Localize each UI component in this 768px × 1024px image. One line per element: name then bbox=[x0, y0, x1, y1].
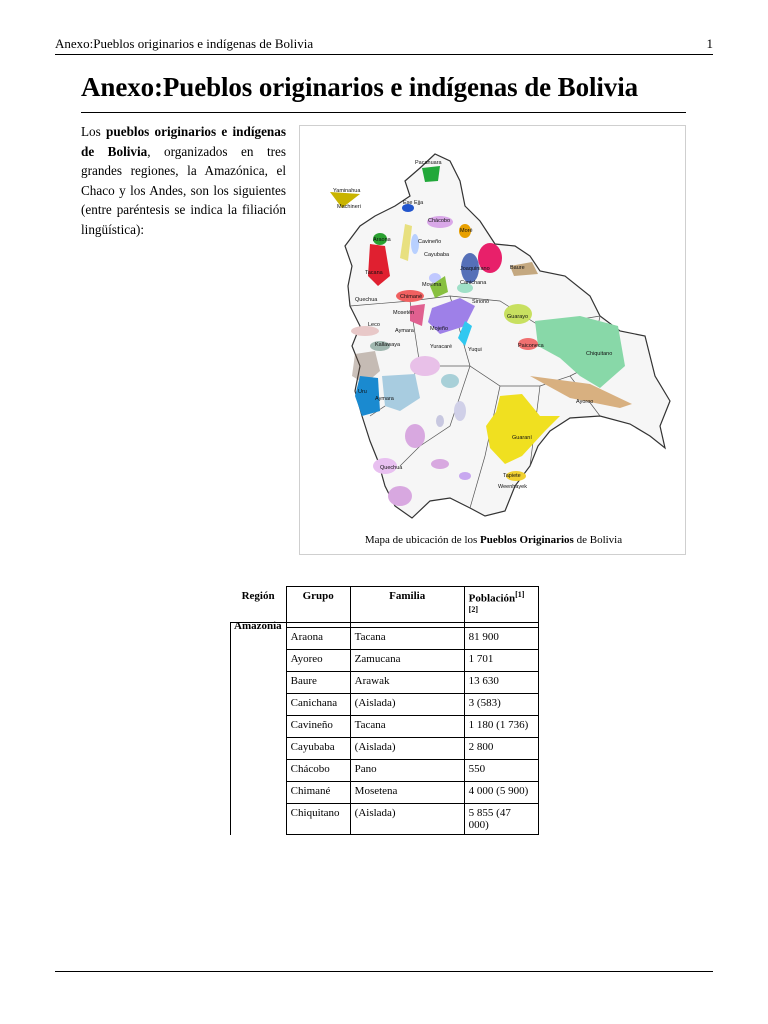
table-row bbox=[231, 628, 539, 650]
header-family: Familia bbox=[350, 587, 464, 623]
svg-text:Movima: Movima bbox=[422, 282, 442, 288]
title-rule bbox=[81, 112, 686, 113]
bolivia-map[interactable] bbox=[300, 126, 687, 526]
svg-text:Guarayo: Guarayo bbox=[507, 314, 529, 320]
population-cell: 13 630 bbox=[464, 672, 538, 694]
family-cell: (Aislada) bbox=[350, 738, 464, 760]
population-cell: 550 bbox=[464, 760, 538, 782]
running-title: Anexo:Pueblos originarios e indígenas de Bolivia bbox=[55, 36, 314, 51]
family-cell: Arawak bbox=[350, 672, 464, 694]
group-cell[interactable]: Ayoreo bbox=[286, 650, 350, 672]
svg-text:Cavineño: Cavineño bbox=[418, 239, 442, 245]
svg-text:Araona: Araona bbox=[373, 237, 391, 243]
family-cell: (Aislada) bbox=[350, 804, 464, 835]
svg-text:Paiconeca: Paiconeca bbox=[518, 343, 544, 349]
population-cell: 2 800 bbox=[464, 738, 538, 760]
header-population bbox=[464, 587, 538, 623]
svg-text:Chimané: Chimané bbox=[400, 294, 423, 300]
table-body bbox=[231, 619, 539, 835]
map-figure bbox=[299, 125, 686, 555]
intro-bold-link[interactable]: pueblos originarios e indígenas de Bolivia bbox=[81, 124, 286, 159]
running-header bbox=[55, 36, 713, 52]
svg-text:Pacahuara: Pacahuara bbox=[415, 160, 442, 166]
population-cell: 81 900 bbox=[464, 628, 538, 650]
svg-text:Tapiete: Tapiete bbox=[503, 473, 521, 479]
svg-text:Canichana: Canichana bbox=[460, 280, 487, 286]
svg-text:Quechua: Quechua bbox=[380, 465, 403, 471]
family-cell: Pano bbox=[350, 760, 464, 782]
figure-caption bbox=[300, 534, 687, 546]
group-cell[interactable]: Chimané bbox=[286, 782, 350, 804]
svg-text:Weenhayek: Weenhayek bbox=[498, 484, 527, 490]
intro-text-start: Los bbox=[81, 124, 107, 139]
svg-text:Uru: Uru bbox=[358, 389, 367, 395]
svg-text:Mosetén: Mosetén bbox=[393, 310, 415, 316]
family-cell: Zamucana bbox=[350, 650, 464, 672]
svg-text:Cayubaba: Cayubaba bbox=[424, 252, 450, 258]
population-cell: 1 701 bbox=[464, 650, 538, 672]
group-cell[interactable]: Cayubaba bbox=[286, 738, 350, 760]
svg-text:Yuracaré: Yuracaré bbox=[430, 344, 453, 350]
svg-text:Quechua: Quechua bbox=[355, 297, 378, 303]
svg-text:Ese Ejja: Ese Ejja bbox=[403, 200, 424, 206]
svg-text:Tacana: Tacana bbox=[365, 270, 383, 276]
group-cell[interactable]: Araona bbox=[286, 628, 350, 650]
population-cell: 5 855 (47 000) bbox=[464, 804, 538, 835]
svg-text:Sirionó: Sirionó bbox=[472, 299, 490, 305]
svg-text:Aymara: Aymara bbox=[395, 328, 414, 334]
group-cell[interactable]: Cavineño bbox=[286, 716, 350, 738]
population-cell: 4 000 (5 900) bbox=[464, 782, 538, 804]
group-cell[interactable]: Canichana bbox=[286, 694, 350, 716]
svg-text:Joaquiniano: Joaquiniano bbox=[460, 266, 490, 272]
svg-text:Kallawaya: Kallawaya bbox=[375, 342, 401, 348]
svg-text:Machineri: Machineri bbox=[337, 204, 361, 210]
group-cell[interactable]: Chácobo bbox=[286, 760, 350, 782]
svg-text:Yaminahua: Yaminahua bbox=[333, 188, 361, 194]
svg-text:Guaraní: Guaraní bbox=[512, 435, 532, 441]
caption-text-end: de Bolivia bbox=[573, 534, 623, 546]
header-region: Región bbox=[231, 587, 287, 623]
svg-text:Chácobo: Chácobo bbox=[428, 218, 451, 224]
header-rule bbox=[55, 54, 713, 55]
page-number: 1 bbox=[706, 36, 713, 51]
svg-text:Moré: Moré bbox=[460, 228, 473, 234]
caption-bold: Pueblos Originarios bbox=[480, 534, 574, 546]
population-cell: 3 (583) bbox=[464, 694, 538, 716]
header-group: Grupo bbox=[286, 587, 350, 623]
intro-text-end: , organizados en tres grandes regiones, la Amazónica, el Chaco y los Andes, son los siguientes (entre paréntesis se indica la filiación lingüística): bbox=[81, 143, 286, 237]
region-cell: Amazonia bbox=[231, 620, 287, 827]
svg-text:Baure: Baure bbox=[510, 265, 525, 271]
svg-text:Leco: Leco bbox=[368, 322, 380, 328]
svg-text:Aymara: Aymara bbox=[375, 396, 394, 402]
svg-text:Ayoreo: Ayoreo bbox=[576, 399, 594, 405]
table-header-row bbox=[231, 587, 539, 623]
group-cell[interactable]: Chiquitano bbox=[286, 804, 350, 835]
page-title: Anexo:Pueblos originarios e indígenas de Bolivia bbox=[81, 72, 638, 102]
family-cell: Mosetena bbox=[350, 782, 464, 804]
footer-rule bbox=[55, 971, 713, 972]
family-cell: (Aislada) bbox=[350, 694, 464, 716]
intro-paragraph bbox=[81, 122, 286, 239]
population-cell: 1 180 (1 736) bbox=[464, 716, 538, 738]
group-cell[interactable]: Baure bbox=[286, 672, 350, 694]
peoples-table bbox=[230, 586, 539, 835]
references-link[interactable]: [1][2] bbox=[468, 590, 525, 614]
family-cell: Tacana bbox=[350, 628, 464, 650]
svg-text:Mojeño: Mojeño bbox=[430, 326, 449, 332]
population-label: Población bbox=[468, 592, 516, 605]
svg-text:Yuqui: Yuqui bbox=[468, 347, 482, 353]
svg-text:Chiquitano: Chiquitano bbox=[586, 351, 613, 357]
family-cell: Tacana bbox=[350, 716, 464, 738]
caption-text-start: Mapa de ubicación de los bbox=[364, 534, 481, 546]
